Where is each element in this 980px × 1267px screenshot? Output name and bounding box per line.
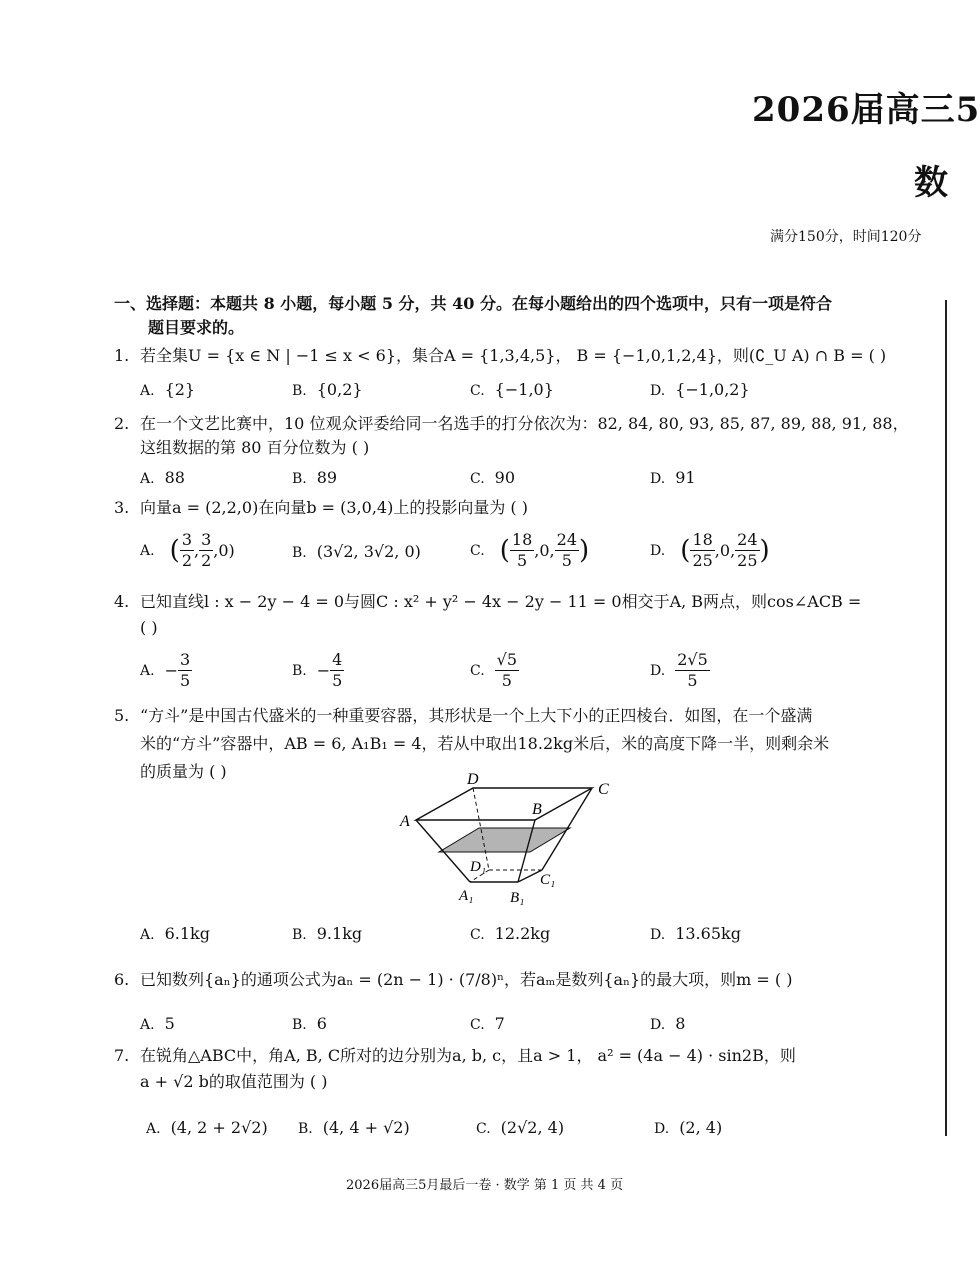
paren-close: ,0) (213, 541, 235, 560)
question-text: 在锐角△ABC中，角A, B, C所对的边分别为a, b, c，且a > 1， a² = (4a − 4) · sin2B，则 (140, 1046, 796, 1065)
option-letter: C. (470, 663, 485, 679)
option-letter: B. (298, 1121, 313, 1137)
fraction-denominator: 2 (181, 551, 192, 570)
fraction-denominator: 5 (332, 671, 343, 690)
option-value: (2, 4) (679, 1118, 723, 1137)
option-value: (2√2, 4) (500, 1118, 565, 1137)
option-letter: A. (140, 383, 155, 399)
subject-title: 数 (914, 163, 948, 203)
option-letter: B. (292, 663, 307, 679)
fraction-denominator: 5 (501, 671, 512, 690)
option-value: 90 (494, 468, 516, 487)
option-letter: A. (140, 471, 155, 487)
option-letter: D. (650, 663, 666, 679)
fraction (675, 650, 710, 691)
question-text-cont: ( ) (140, 618, 158, 637)
question-text: “方斗”是中国古代盛米的一种重要容器，其形状是一个上大下小的正四棱台．如图，在一个盛满 (140, 706, 813, 725)
edge-b1c1 (518, 870, 542, 882)
option-letter: C. (470, 927, 485, 943)
option-value: {−1,0} (494, 380, 554, 399)
fraction (180, 530, 194, 571)
sign: − (316, 661, 331, 680)
question-text-cont: 米的“方斗”容器中，AB = 6, A₁B₁ = 4，若从中取出18.2kg米后，米的高度下降一半，则剩余米 (140, 734, 830, 753)
option-value: 88 (164, 468, 185, 487)
option-letter: B. (292, 383, 307, 399)
option-d[interactable] (650, 530, 770, 571)
label-b1: B₁ (510, 890, 525, 906)
option-b[interactable] (292, 468, 337, 487)
paren-close: ) (759, 535, 770, 566)
question-number: 5. (114, 706, 130, 725)
option-d[interactable] (650, 380, 750, 399)
question-text-cont: 的质量为 ( ) (140, 762, 227, 781)
fraction (330, 650, 344, 691)
fraction-denominator: 5 (179, 671, 191, 690)
rice-surface (439, 828, 570, 852)
fraction-numerator: 18 (692, 530, 713, 549)
fraction (199, 530, 213, 571)
page-footer: 2026届高三5月最后一卷 · 数学 第 1 页 共 4 页 (346, 1178, 624, 1193)
option-value: {0,2} (316, 380, 363, 399)
option-c[interactable] (470, 924, 550, 943)
fraction (690, 530, 714, 571)
top-face (416, 788, 592, 820)
option-b[interactable] (292, 924, 362, 943)
label-a1: A₁ (459, 888, 474, 904)
question-text-cont: 这组数据的第 80 百分位数为 ( ) (140, 438, 370, 457)
option-letter: C. (470, 471, 485, 487)
exam-title: 2026届高三5 (752, 90, 980, 130)
frustum-figure (396, 768, 626, 910)
fraction-denominator: 5 (517, 551, 528, 570)
option-letter: B. (292, 545, 307, 561)
option-letter: A. (140, 543, 155, 559)
option-c[interactable] (470, 530, 589, 571)
fraction-denominator: 2 (201, 551, 212, 570)
paren-open: ( (680, 535, 691, 566)
fraction (735, 530, 759, 571)
option-value: 9.1kg (316, 924, 363, 943)
question-number: 3. (114, 498, 130, 517)
paren-open: ( (169, 535, 180, 566)
option-b[interactable] (292, 650, 344, 691)
separator: ,0, (534, 541, 555, 560)
label-c: C (598, 781, 609, 798)
option-a[interactable] (140, 650, 192, 691)
fraction-numerator: 4 (332, 650, 343, 669)
label-d1: D₁ (470, 859, 487, 875)
option-value: 91 (675, 468, 696, 487)
option-b[interactable] (292, 1014, 327, 1033)
option-value: 6.1kg (164, 924, 210, 943)
option-d[interactable] (650, 1014, 685, 1033)
option-letter: C. (470, 383, 485, 399)
option-letter: D. (650, 927, 666, 943)
section-heading-cont: 题目要求的。 (148, 318, 245, 337)
option-c[interactable] (470, 650, 519, 691)
option-letter: B. (292, 927, 307, 943)
option-letter: A. (140, 927, 155, 943)
option-letter: B. (292, 1017, 307, 1033)
label-c1: C₁ (540, 872, 556, 888)
option-b[interactable] (292, 380, 363, 399)
separator: ,0, (714, 541, 736, 560)
fraction-numerator: 24 (737, 530, 758, 549)
option-letter: D. (650, 383, 666, 399)
question-text: 若全集U = {x ∈ N | −1 ≤ x < 6}，集合A = {1,3,4,5}， B = {−1,0,1,2,4}，则(∁_U A) ∩ B = ( ) (140, 346, 887, 365)
question-text: 已知直线l : x − 2y − 4 = 0与圆C : x² + y² − 4x − 2y − 11 = 0相交于A, B两点，则cos∠ACB = (140, 592, 862, 611)
option-c[interactable] (470, 468, 515, 487)
question-text-cont: a + √2 b的取值范围为 ( ) (140, 1072, 328, 1091)
option-value: (3√2, 3√2, 0) (316, 542, 421, 561)
label-d: D (467, 771, 479, 788)
paren-open: ( (499, 535, 510, 566)
option-b[interactable] (292, 542, 421, 561)
sign: − (164, 661, 178, 680)
fraction-numerator: 24 (556, 530, 577, 549)
option-value: 12.2kg (494, 924, 551, 943)
fraction-numerator: 3 (201, 530, 212, 549)
fraction (555, 530, 579, 571)
option-letter: D. (650, 471, 666, 487)
option-value: 6 (316, 1014, 327, 1033)
separator: , (194, 541, 200, 560)
option-d[interactable] (650, 468, 696, 487)
option-letter: C. (470, 543, 485, 559)
option-c[interactable] (470, 380, 554, 399)
option-letter: D. (650, 543, 666, 559)
fraction-numerator: 3 (181, 530, 192, 549)
question-text: 在一个文艺比赛中，10 位观众评委给同一名选手的打分依次为：82, 84, 80, 93, 85, 87, 89, 88, 91, 88， (140, 414, 909, 433)
option-value: 7 (494, 1014, 505, 1033)
label-a: A (400, 813, 410, 830)
question-number: 7. (114, 1046, 130, 1065)
fraction-denominator: 25 (737, 551, 758, 570)
option-value: (4, 4 + √2) (322, 1118, 410, 1137)
question-number: 6. (114, 970, 130, 989)
option-letter: B. (292, 471, 307, 487)
fraction-denominator: 25 (692, 551, 713, 570)
option-b[interactable] (298, 1118, 410, 1137)
fraction-numerator: 18 (511, 530, 533, 549)
option-a[interactable] (140, 924, 210, 943)
section-heading: 一、选择题：本题共 8 小题，每小题 5 分，共 40 分。在每小题给出的四个选项中，只有一项是符合 (114, 294, 832, 313)
option-value: 89 (316, 468, 338, 487)
option-letter: C. (476, 1121, 491, 1137)
fraction-numerator: 3 (179, 650, 191, 669)
fraction-denominator: 5 (561, 551, 572, 570)
fraction (495, 650, 519, 691)
question-text: 向量a = (2,2,0)在向量b = (3,0,4)上的投影向量为 ( ) (140, 498, 528, 517)
exam-meta: 满分150分，时间120分 (770, 229, 922, 245)
fraction (510, 530, 534, 571)
option-value: 8 (675, 1014, 686, 1033)
option-c[interactable] (476, 1118, 564, 1137)
fraction (178, 650, 192, 691)
option-letter: A. (140, 1017, 155, 1033)
question-number: 4. (114, 592, 130, 611)
option-letter: C. (470, 1017, 485, 1033)
option-a[interactable] (140, 468, 185, 487)
option-value: 5 (164, 1014, 175, 1033)
label-b: B (532, 801, 542, 818)
option-a[interactable] (140, 1014, 175, 1033)
option-d[interactable] (650, 924, 741, 943)
fraction-numerator: √5 (496, 650, 518, 669)
question-text: 已知数列{aₙ}的通项公式为aₙ = (2n − 1) · (7/8)ⁿ，若aₘ是数列{aₙ}的最大项，则m = ( ) (140, 970, 793, 989)
option-a[interactable] (146, 1118, 268, 1137)
option-a[interactable] (140, 530, 235, 571)
option-value: {−1,0,2} (675, 380, 750, 399)
option-value: 13.65kg (675, 924, 741, 943)
fraction-numerator: 2√5 (677, 650, 708, 669)
question-number: 1. (114, 346, 130, 365)
option-d[interactable] (654, 1118, 722, 1137)
option-letter: D. (650, 1017, 666, 1033)
option-d[interactable] (650, 650, 710, 691)
paren-close: ) (579, 535, 590, 566)
option-value: {2} (164, 380, 196, 399)
option-letter: A. (146, 1121, 161, 1137)
option-letter: D. (654, 1121, 670, 1137)
fraction-denominator: 5 (687, 671, 698, 690)
option-a[interactable] (140, 380, 195, 399)
option-c[interactable] (470, 1014, 505, 1033)
binding-line (945, 300, 947, 1136)
option-value: (4, 2 + 2√2) (170, 1118, 268, 1137)
question-number: 2. (114, 414, 130, 433)
option-letter: A. (140, 663, 155, 679)
